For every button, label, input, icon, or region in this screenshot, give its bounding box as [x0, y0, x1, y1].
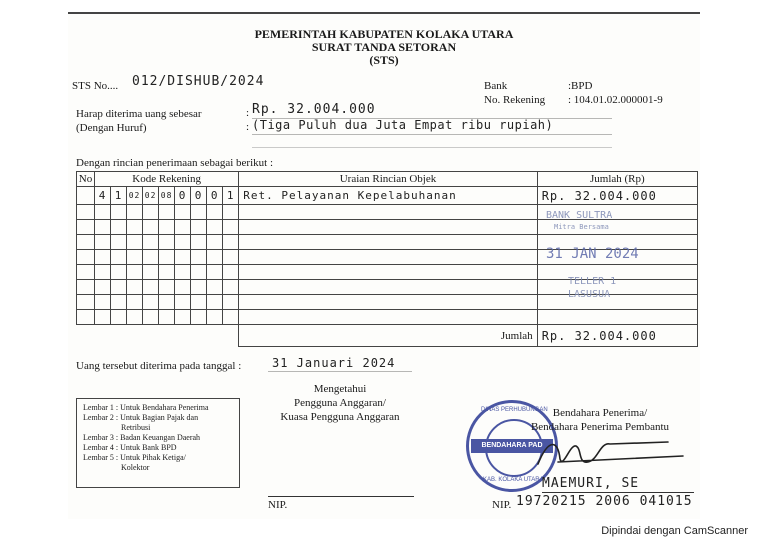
bendahara-block [500, 406, 700, 434]
header-line2: SURAT TANDA SETORAN [311, 40, 457, 54]
seal-bottom-text: KAB. KOLAKA UTARA [483, 477, 544, 483]
kode-digit: 0 [207, 187, 223, 205]
bank-stamp-date: 31 JAN 2024 [546, 246, 639, 262]
received-label: Uang tersebut diterima pada tanggal : [76, 360, 242, 372]
amount-words: (Tiga Puluh dua Juta Empat ribu rupiah) [252, 118, 554, 132]
lembar-item: Retribusi [121, 423, 151, 432]
doc-header [68, 28, 700, 67]
col-no: No [77, 172, 95, 187]
col-kode: Kode Rekening [95, 172, 239, 187]
seal-top-text: DINAS PERHUBUNGAN [481, 407, 548, 413]
kode-digit: 1 [111, 187, 127, 205]
bendahara-role: Bendahara Penerima Pembantu [530, 421, 670, 433]
row-jumlah-value: Rp. 32.004.000 [537, 187, 697, 205]
bank-stamp-location: LASUSUA [568, 289, 611, 300]
kode-digit: 4 [95, 187, 111, 205]
kode-digit: 08 [159, 187, 175, 205]
bank-stamp-name: BANK SULTRA [546, 210, 613, 221]
mengetahui-nip: NIP. [268, 499, 288, 511]
rekening-label: No. Rekening [484, 94, 546, 106]
col-jumlah: Jumlah (Rp) [537, 172, 697, 187]
jumlah-label: Jumlah [239, 325, 537, 347]
received-date: 31 Januari 2024 [272, 356, 396, 370]
col-uraian: Uraian Rincian Objek [239, 172, 537, 187]
lembar-item: Lembar 1 : Untuk Bendahara Penerima [83, 403, 209, 412]
mengetahui-title: Mengetahui [313, 383, 367, 395]
lembar-box [76, 398, 240, 488]
table-total-row [77, 325, 698, 347]
table-row [77, 310, 698, 325]
mengetahui-role: Pengguna Anggaran/ [294, 397, 386, 409]
bank-stamp-unit: Mitra Bersama [554, 223, 609, 231]
lembar-item: Lembar 4 : Untuk Bank BPD [83, 443, 177, 452]
lembar-item: Kolektor [121, 463, 150, 472]
uraian-value: Ret. Pelayanan Kepelabuhanan [239, 187, 537, 205]
sts-label: STS No.... [72, 80, 119, 92]
kode-digit: 1 [223, 187, 239, 205]
bendahara-title: Bendahara Penerima/ [552, 407, 648, 419]
lembar-item: Lembar 2 : Untuk Bagian Pajak dan [83, 413, 199, 422]
header-line1: PEMERINTAH KABUPATEN KOLAKA UTARA [254, 27, 514, 41]
kode-digit: 02 [127, 187, 143, 205]
lembar-item: Lembar 3 : Badan Keuangan Daerah [83, 433, 201, 442]
kode-digit: 02 [143, 187, 159, 205]
sts-number: 012/DISHUB/2024 [132, 74, 265, 89]
mengetahui-block [264, 382, 416, 424]
table-header-row [77, 172, 698, 187]
sts-document: PEMERINTAH KABUPATEN KOLAKA UTARA SURAT TANDA SETORAN (STS) STS No.... 012/DISHUB/2024 Bank :BPD No. Rekening : 104.01.02.000001-9 Harap diterima uang sebesar : Rp. 32.004.000 (Dengan Huruf) : (Tiga Puluh dua Juta Empat ribu rupiah) Dengan rincian penerimaan sebagai berikut : No Kode Rekening Uraian Rincian Objek Jumlah (Rp) 4 1 02 02 08 0 0 0 1 Ret. Pelayanan Kepelabuhanan Rp. 32.004.000 Jumlah Rp. 32.004.000 BANK SULTRA Mitra Bersama 31 JAN 2024 TELLER 1 LASUSUA Uang tersebut diterima pada tanggal : 31 Januari 2024 Lembar 1 : Untuk Bendahara Penerima Lembar 2 : Untuk Bagian Pajak dan Retribusi Lembar 3 : Badan Keuangan Daerah Lembar 4 : Untuk Bank BPD Lembar 5 : Untuk Pihak Ketiga/ Kolektor Mengetahui Pengguna Anggaran/ Kuasa Pengguna Anggaran NIP. DINAS PERHUBUNGAN BENDAHARA PAD KAB. KOLAKA UTARA Bendahara Penerima/ Bendahara Penerima Pembantu MAEMURI, SE NIP. 19720215 2006 041015 [68, 12, 700, 519]
bendahara-nip-value: 19720215 2006 041015 [516, 494, 693, 509]
bank-label: Bank [484, 80, 508, 92]
kode-digit: 0 [175, 187, 191, 205]
rekening-value: : 104.01.02.000001-9 [568, 94, 663, 106]
table-row [77, 187, 698, 205]
kode-digit: 0 [191, 187, 207, 205]
bank-value: :BPD [568, 80, 593, 92]
header-line3: (STS) [369, 53, 399, 67]
signature [518, 434, 688, 474]
jumlah-total-value: Rp. 32.004.000 [537, 325, 697, 347]
rincian-intro: Dengan rincian penerimaan sebagai berikut : [76, 157, 274, 169]
amount-value: Rp. 32.004.000 [252, 102, 376, 117]
bendahara-nip-label: NIP. [492, 499, 512, 511]
mengetahui-role-alt: Kuasa Pengguna Anggaran [280, 411, 400, 423]
words-label: (Dengan Huruf) [76, 122, 147, 134]
scanner-watermark: Dipindai dengan CamScanner [601, 525, 748, 537]
bendahara-name: MAEMURI, SE [542, 476, 640, 491]
lembar-item: Lembar 5 : Untuk Pihak Ketiga/ [83, 453, 186, 462]
amount-label: Harap diterima uang sebesar [76, 108, 202, 120]
seal-band-text: BENDAHARA PAD [471, 439, 553, 453]
bank-stamp-teller: TELLER 1 [568, 276, 617, 287]
